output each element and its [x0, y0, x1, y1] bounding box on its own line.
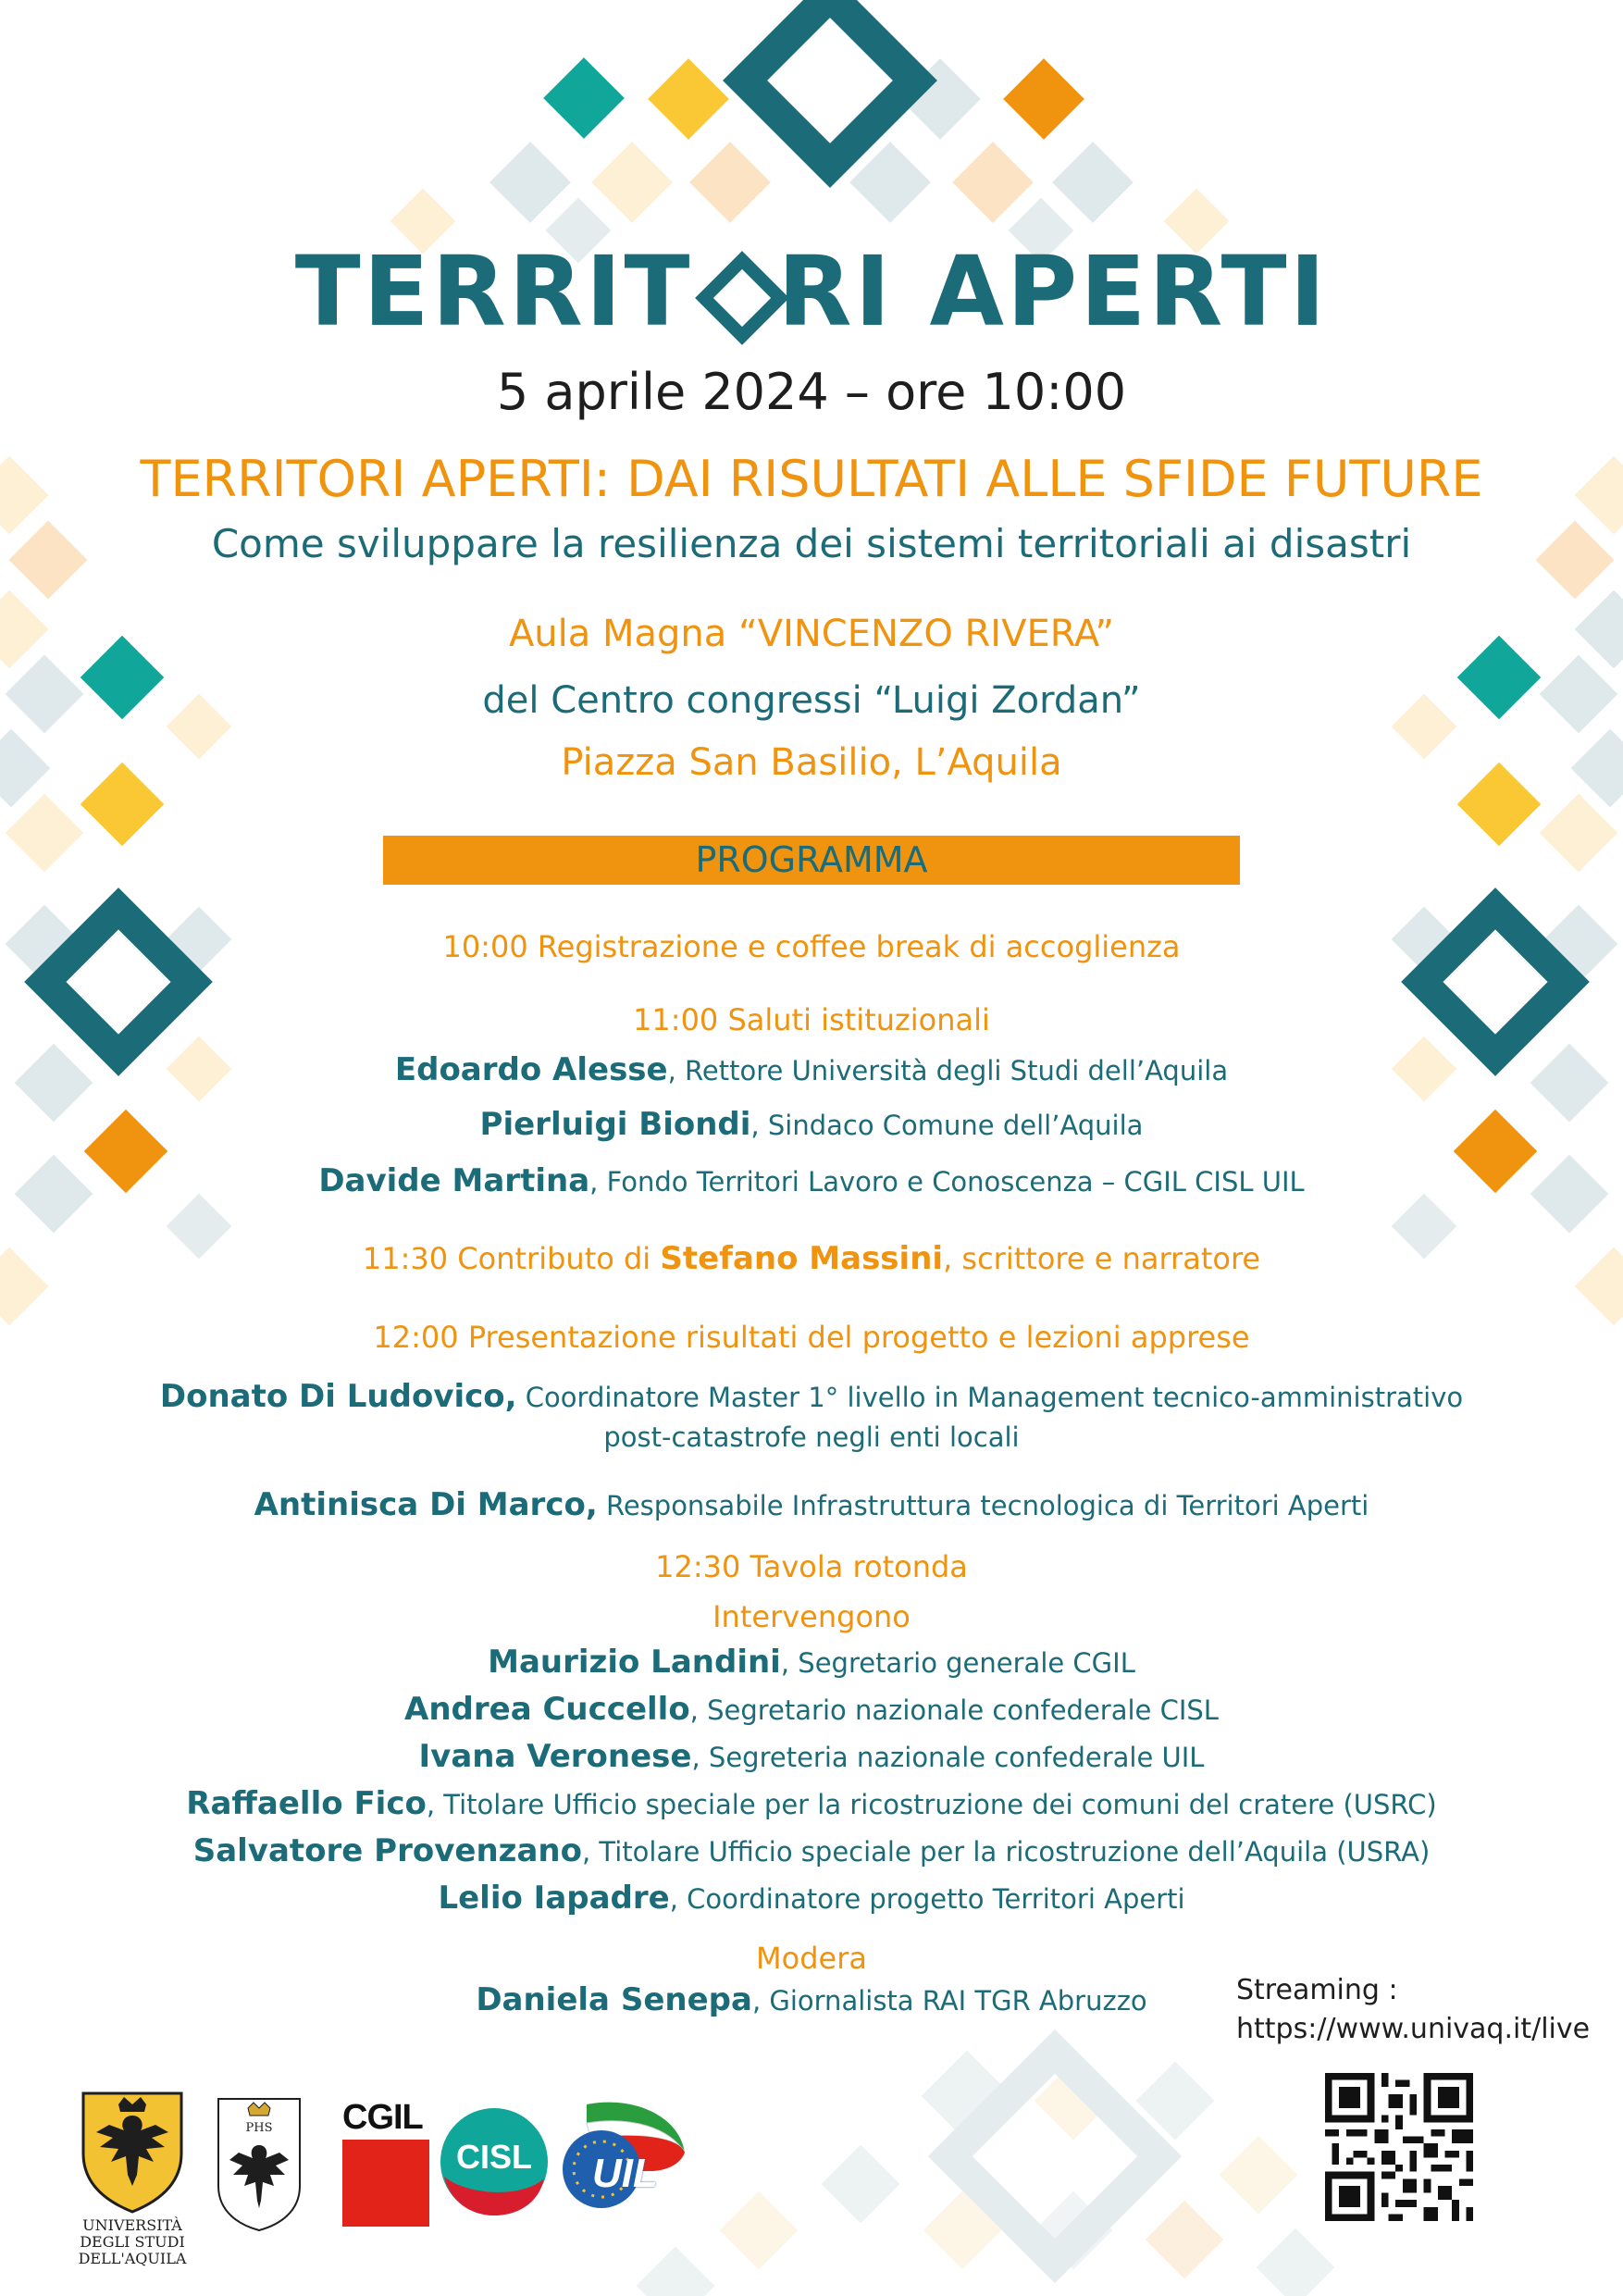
venue-hall: Aula Magna “VINCENZO RIVERA”: [508, 613, 1115, 655]
streaming-url[interactable]: https://www.univaq.it/live: [1236, 2013, 1591, 2045]
speaker-row: [0, 1644, 1623, 1681]
speaker-row: [0, 1785, 1623, 1822]
uil-text: UIL: [592, 2151, 658, 2196]
title-part-2: RI APERTI: [777, 235, 1329, 348]
event-date: 5 aprile 2024 – ore 10:00: [496, 363, 1127, 421]
speaker-role: , Segreteria nazionale confederale UIL: [691, 1742, 1205, 1773]
speaker-role-continued: post-catastrofe negli enti locali: [603, 1421, 1020, 1453]
univaq-text-line: UNIVERSITÀ: [82, 2216, 182, 2234]
speaker-name: Andrea Cuccello: [404, 1691, 690, 1728]
speaker-name: Raffaello Fico: [186, 1785, 427, 1822]
contributo-time: 11:30 Contributo di: [362, 1241, 661, 1276]
speaker-name: Lelio Iapadre: [438, 1880, 670, 1917]
univaq-text-line: DELL'AQUILA: [78, 2250, 187, 2267]
speaker-role: , Titolare Ufficio speciale per la ricostruzione dell’Aquila (USRA): [581, 1836, 1431, 1868]
speaker-role: , Fondo Territori Lavoro e Conoscenza – CGIL CISL UIL: [589, 1166, 1305, 1198]
venue-center: del Centro congressi “Luigi Zordan”: [482, 679, 1141, 722]
top-diamond-pattern: [390, 0, 1230, 263]
cgil-logo: [342, 2099, 433, 2228]
speaker-row: [0, 1738, 1623, 1775]
speaker-name: Antinisca Di Marco,: [254, 1486, 598, 1523]
speaker-role: Coordinatore Master 1° livello in Management tecnico-amministrativo: [516, 1382, 1464, 1413]
speaker-name: Pierluigi Biondi: [479, 1106, 751, 1143]
cgil-text: CGIL: [342, 2098, 423, 2137]
program-tavola: 12:30 Tavola rotonda: [655, 1549, 968, 1584]
speaker-name: Davide Martina: [318, 1162, 590, 1199]
program-modera: Modera: [756, 1941, 867, 1976]
title-diamond-o-icon: [697, 253, 774, 330]
moderator-name: Daniela Senepa: [476, 1981, 752, 2018]
contributo-role: , scrittore e narratore: [943, 1241, 1261, 1276]
program-saluti: 11:00 Saluti istituzionali: [633, 1002, 990, 1037]
title-part-1: TERRIT: [294, 235, 693, 348]
speaker-row: [0, 1162, 1623, 1199]
speaker-row: [0, 1106, 1623, 1143]
cgil-red-block: [342, 2140, 429, 2227]
streaming-info: [1236, 1971, 1590, 2049]
event-subsubtitle: Come sviluppare la resilienza dei sistemi territoriali ai disastri: [211, 521, 1412, 566]
speaker-role: , Sindaco Comune dell’Aquila: [750, 1110, 1144, 1141]
univaq-logo: [72, 2084, 192, 2269]
streaming-label: Streaming :: [1236, 1974, 1398, 2006]
speaker-name: Salvatore Provenzano: [192, 1832, 582, 1869]
program-presentazione: 12:00 Presentazione risultati del progetto e lezioni apprese: [373, 1320, 1250, 1355]
program-intervengono: Intervengono: [712, 1599, 911, 1634]
speaker-role: , Titolare Ufficio speciale per la ricostruzione dei comuni del cratere (USRC): [426, 1789, 1437, 1820]
comune-text: PHS: [245, 2121, 273, 2135]
program-heading-bar: [383, 836, 1240, 885]
speaker-role: , Segretario generale CGIL: [780, 1647, 1135, 1679]
qr-code-icon[interactable]: [1325, 2073, 1473, 2221]
comune-aquila-logo: [211, 2093, 307, 2232]
program-registration: 10:00 Registrazione e coffee break di accoglienza: [442, 929, 1181, 964]
speaker-row: [0, 1691, 1623, 1728]
univaq-eagle-shield-icon: [72, 2084, 192, 2214]
event-subtitle: TERRITORI APERTI: DAI RISULTATI ALLE SFIDE FUTURE: [140, 450, 1483, 508]
speaker-name: Edoardo Alesse: [394, 1051, 668, 1088]
event-title: [0, 236, 1623, 347]
speaker-row: [0, 1832, 1623, 1869]
cisl-text: CISL: [455, 2138, 532, 2176]
speaker-row: [0, 1051, 1623, 1088]
speaker-row: [0, 1880, 1623, 1917]
speaker-row: [0, 1486, 1623, 1523]
venue-address: Piazza San Basilio, L’Aquila: [561, 741, 1062, 784]
eagle-crest-icon: [211, 2093, 307, 2232]
program-heading: PROGRAMMA: [695, 839, 928, 880]
uil-logo: [550, 2097, 688, 2212]
speaker-role: Responsabile Infrastruttura tecnologica di Territori Aperti: [597, 1490, 1369, 1521]
speaker-name: Maurizio Landini: [488, 1644, 781, 1681]
speaker-row: [0, 1378, 1623, 1415]
speaker-role: , Segretario nazionale confederale CISL: [689, 1694, 1219, 1726]
speaker-name: Donato Di Ludovico,: [159, 1378, 517, 1415]
speaker-role: , Coordinatore progetto Territori Aperti: [669, 1883, 1185, 1915]
program-contributo: [0, 1240, 1623, 1277]
speaker-name: Ivana Veronese: [418, 1738, 692, 1775]
bottom-diamond-pattern: [637, 2051, 1335, 2296]
cisl-logo: [439, 2106, 550, 2217]
contributo-name: Stefano Massini: [660, 1240, 944, 1277]
univaq-text-line: DEGLI STUDI: [80, 2233, 185, 2251]
speaker-role: , Rettore Università degli Studi dell’Aquila: [667, 1055, 1229, 1086]
moderator-role: , Giornalista RAI TGR Abruzzo: [751, 1985, 1147, 2017]
